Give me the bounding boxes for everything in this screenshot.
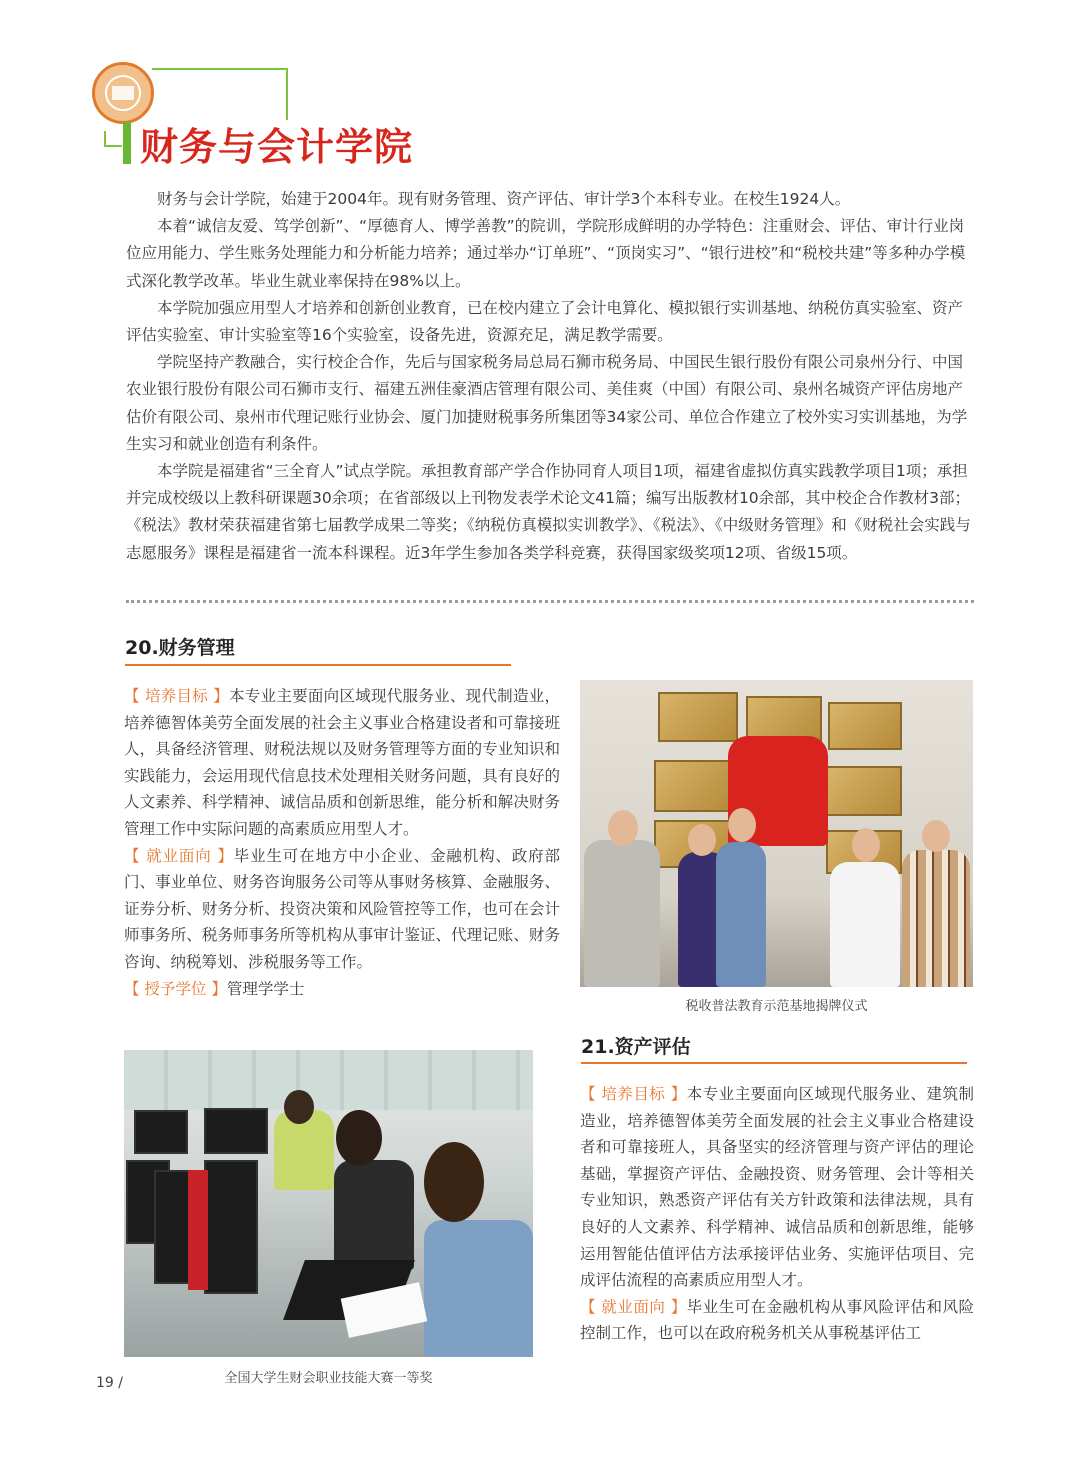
goal-label: 【 培养目标 】 (580, 1085, 687, 1103)
section-20-title: 20.财务管理 (125, 637, 235, 659)
degree-text: 管理学学士 (226, 979, 305, 998)
intro-paragraph: 本学院是福建省“三全育人”试点学院。承担教育部产学合作协同育人项目1项，福建省虚拟仿真实践教学项目1项；承担并完成校级以上教科研课题30余项；在省部级以上刊物发表学术论文41篇；编写出版教材10余部，其中校企合作教材3部；《税法》教材荣获福建省第七届教学成果二等奖；《纳税仿真模拟实训教学》、《税法》、《中级财务管理》和《财税社会实践与志愿服务》课程是福建省一流本科课程。近3年学生参加各类学科竞赛，获得国家级奖项12项、省级15项。 (126, 462, 971, 562)
header-rule-horizontal (152, 68, 288, 70)
goal-text: 本专业主要面向区域现代服务业、现代制造业，培养德智体美劳全面发展的社会主义事业合格建设者和可靠接班人，具备经济管理、财税法规以及财务管理等方面的专业知识和实践能力，会运用现代信息技术处理相关财务问题，具有良好的人文素养、科学精神、诚信品质和创新思维，能分析和解决财务管理工作中实际问题的高素质应用型人才。 (124, 687, 560, 838)
career-direction (580, 1294, 974, 1347)
intro-paragraph: 本学院加强应用型人才培养和创新创业教育，已在校内建立了会计电算化、模拟银行实训基地、纳税仿真实验室、资产评估实验室、审计实验室等16个实验室，设备先进，资源充足，满足教学需要。 (126, 298, 964, 345)
section-21-title: 21.资产评估 (581, 1036, 691, 1058)
career-text: 毕业生可在金融机构从事风险评估和风险控制工作，也可以在政府税务机关从事税基评估工 (580, 1297, 974, 1343)
page-title: 财务与会计学院 (140, 125, 414, 169)
career-direction (124, 843, 560, 976)
goal-text: 本专业主要面向区域现代服务业、建筑制造业，培养德智体美劳全面发展的社会主义事业合格建设者和可靠接班人，具备坚实的经济管理与资产评估的理论基础，掌握资产评估、金融投资、财务管理、会计等相关专业知识，熟悉资产评估有关方针政策和法律法规，具有良好的人文素养、科学精神、诚信品质和创新思维，能够运用智能估值评估方法承接评估业务、实施评估项目、完成评估流程的高素质应用型人才。 (580, 1085, 974, 1290)
page-number: 19 / (96, 1375, 123, 1391)
training-goal (124, 683, 560, 843)
intro-text (126, 186, 976, 567)
section-20-body (124, 683, 560, 1002)
section-divider (126, 600, 974, 603)
intro-paragraph: 学院坚持产教融合，实行校企合作，先后与国家税务局总局石狮市税务局、中国民生银行股份有限公司泉州分行、中国农业银行股份有限公司石狮市支行、福建五洲佳豪酒店管理有限公司、美佳爽（中国）有限公司、泉州名城资产评估房地产估价有限公司、泉州市代理记账行业协会、厦门加捷财税事务所集团等34家公司、单位合作建立了校外实习实训基地，为学生实习和就业创造有利条件。 (126, 353, 968, 453)
career-text: 毕业生可在地方中小企业、金融机构、政府部门、事业单位、财务咨询服务公司等从事财务核算、金融服务、证券分析、财务分析、投资决策和风险管控等工作，也可在会计师事务所、税务师事务所等机构从事审计鉴证、代理记账、财务咨询、纳税筹划、涉税服务等工作。 (124, 846, 560, 971)
goal-label: 【 培养目标 】 (124, 687, 230, 705)
degree-label: 【 授予学位 】 (124, 979, 227, 998)
section-21-body (580, 1081, 974, 1347)
title-accent-bar (123, 122, 131, 164)
photo2-caption: 全国大学生财会职业技能大赛一等奖 (224, 1371, 433, 1386)
degree (124, 976, 560, 1003)
header-corner-rule-h (104, 145, 122, 147)
photo1-caption: 税收普法教育示范基地揭牌仪式 (685, 999, 868, 1014)
career-label: 【 就业面向 】 (580, 1297, 687, 1316)
career-label: 【 就业面向 】 (124, 846, 234, 865)
competition-photo (124, 1050, 533, 1357)
school-logo (92, 62, 154, 124)
header-rule-vertical (286, 68, 288, 120)
intro-paragraph: 财务与会计学院，始建于2004年。现有财务管理、资产评估、审计学3个本科专业。在校生1924人。 (157, 190, 851, 208)
section-20-underline (125, 664, 511, 666)
training-goal (580, 1081, 974, 1294)
section-21-underline (581, 1062, 967, 1064)
intro-paragraph: 本着“诚信友爱、笃学创新”、“厚德育人、博学善教”的院训，学院形成鲜明的办学特色：注重财会、评估、审计行业岗位应用能力、学生账务处理能力和分析能力培养；通过举办“订单班”、“顶岗实习”、“银行进校”和“税校共建”等多种办学模式深化教学改革。毕业生就业率保持在98%以上。 (126, 217, 966, 290)
unveiling-photo (580, 680, 973, 987)
